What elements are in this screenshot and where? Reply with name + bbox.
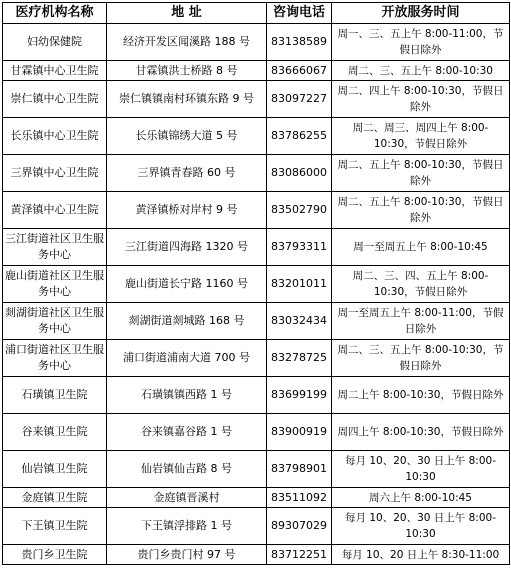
hours-cell: 每月 10、20、30 日上午 8:00-10:30 — [332, 451, 510, 488]
hours-cell: 周六上午 8:00-10:45 — [332, 488, 510, 508]
phone-cell: 83201011 — [267, 266, 332, 303]
facility-name-cell: 仙岩镇卫生院 — [3, 451, 107, 488]
facility-name-cell: 妇幼保健院 — [3, 24, 107, 61]
phone-cell: 83502790 — [267, 192, 332, 229]
phone-cell: 83032434 — [267, 303, 332, 340]
hours-cell: 周一至周五上午 8:00-11:00，节假日除外 — [332, 303, 510, 340]
phone-cell: 83278725 — [267, 340, 332, 377]
table-row — [3, 303, 510, 340]
address-cell: 三界镇青春路 60 号 — [107, 155, 267, 192]
facility-name-cell: 长乐镇中心卫生院 — [3, 118, 107, 155]
address-cell: 谷来镇嘉谷路 1 号 — [107, 414, 267, 451]
table-row — [3, 155, 510, 192]
table-header-row — [3, 3, 510, 24]
phone-cell: 83798901 — [267, 451, 332, 488]
facility-name-cell: 黄泽镇中心卫生院 — [3, 192, 107, 229]
table-row — [3, 118, 510, 155]
phone-cell: 83793311 — [267, 229, 332, 266]
hours-cell: 每月 10、20 日上午 8:30-11:00 — [332, 545, 510, 565]
facility-name-cell: 甘霖镇中心卫生院 — [3, 61, 107, 81]
hours-cell: 周一、三、五上午 8:00-11:00，节假日除外 — [332, 24, 510, 61]
phone-cell: 89307029 — [267, 508, 332, 545]
header-address: 地 址 — [107, 3, 267, 24]
table-row — [3, 266, 510, 303]
hours-cell: 周二、周三、周四上午 8:00-10:30，节假日除外 — [332, 118, 510, 155]
address-cell: 甘霖镇洪士桥路 8 号 — [107, 61, 267, 81]
table-row — [3, 414, 510, 451]
facility-name-cell: 石璜镇卫生院 — [3, 377, 107, 414]
facility-name-cell: 剡湖街道社区卫生服务中心 — [3, 303, 107, 340]
facility-name-cell: 下王镇卫生院 — [3, 508, 107, 545]
facility-name-cell: 谷来镇卫生院 — [3, 414, 107, 451]
address-cell: 鹿山街道长宁路 1160 号 — [107, 266, 267, 303]
phone-cell: 83097227 — [267, 81, 332, 118]
address-cell: 下王镇浮排路 1 号 — [107, 508, 267, 545]
table-row — [3, 340, 510, 377]
header-hours: 开放服务时间 — [332, 3, 510, 24]
phone-cell: 83086000 — [267, 155, 332, 192]
facility-name-cell: 贵门乡卫生院 — [3, 545, 107, 565]
facility-name-cell: 三界镇中心卫生院 — [3, 155, 107, 192]
hours-cell: 周二、五上午 8:00-10:30，节假日除外 — [332, 155, 510, 192]
table-row — [3, 192, 510, 229]
phone-cell: 83900919 — [267, 414, 332, 451]
address-cell: 浦口街道浦南大道 700 号 — [107, 340, 267, 377]
table-row — [3, 24, 510, 61]
hours-cell: 周一至周五上午 8:00-10:45 — [332, 229, 510, 266]
table-row — [3, 377, 510, 414]
hours-cell: 周二、三、五上午 8:00-10:30，节假日除外 — [332, 340, 510, 377]
address-cell: 剡湖街道剡城路 168 号 — [107, 303, 267, 340]
phone-cell: 83138589 — [267, 24, 332, 61]
table-row — [3, 488, 510, 508]
health-facility-table — [2, 2, 510, 565]
address-cell: 黄泽镇桥对岸村 9 号 — [107, 192, 267, 229]
hours-cell: 周二、五上午 8:00-10:30，节假日除外 — [332, 192, 510, 229]
header-facility-name: 医疗机构名称 — [3, 3, 107, 24]
phone-cell: 83786255 — [267, 118, 332, 155]
address-cell: 贵门乡贵门村 97 号 — [107, 545, 267, 565]
phone-cell: 83699199 — [267, 377, 332, 414]
table-row — [3, 229, 510, 266]
address-cell: 石璜镇镇西路 1 号 — [107, 377, 267, 414]
hours-cell: 周二上午 8:00-10:30，节假日除外 — [332, 377, 510, 414]
address-cell: 长乐镇锦绣大道 5 号 — [107, 118, 267, 155]
address-cell: 崇仁镇镇南村环镇东路 9 号 — [107, 81, 267, 118]
table-row — [3, 451, 510, 488]
facility-name-cell: 三江街道社区卫生服务中心 — [3, 229, 107, 266]
facility-name-cell: 崇仁镇中心卫生院 — [3, 81, 107, 118]
facility-name-cell: 鹿山街道社区卫生服务中心 — [3, 266, 107, 303]
phone-cell: 83712251 — [267, 545, 332, 565]
address-cell: 三江街道四海路 1320 号 — [107, 229, 267, 266]
table-row — [3, 61, 510, 81]
address-cell: 经济开发区闻溪路 188 号 — [107, 24, 267, 61]
hours-cell: 周二、四上午 8:00-10:30，节假日除外 — [332, 81, 510, 118]
hours-cell: 周二、三、五上午 8:00-10:30 — [332, 61, 510, 81]
table-row — [3, 508, 510, 545]
hours-cell: 周二、三、四、五上午 8:00-10:30，节假日除外 — [332, 266, 510, 303]
hours-cell: 周四上午 8:00-10:30，节假日除外 — [332, 414, 510, 451]
hours-cell: 每月 10、20、30 日上午 8:00-10:30 — [332, 508, 510, 545]
phone-cell: 83511092 — [267, 488, 332, 508]
address-cell: 仙岩镇仙吉路 8 号 — [107, 451, 267, 488]
address-cell: 金庭镇晋溪村 — [107, 488, 267, 508]
phone-cell: 83666067 — [267, 61, 332, 81]
table-row — [3, 81, 510, 118]
header-phone: 咨询电话 — [267, 3, 332, 24]
facility-name-cell: 浦口街道社区卫生服务中心 — [3, 340, 107, 377]
table-row — [3, 545, 510, 565]
facility-name-cell: 金庭镇卫生院 — [3, 488, 107, 508]
